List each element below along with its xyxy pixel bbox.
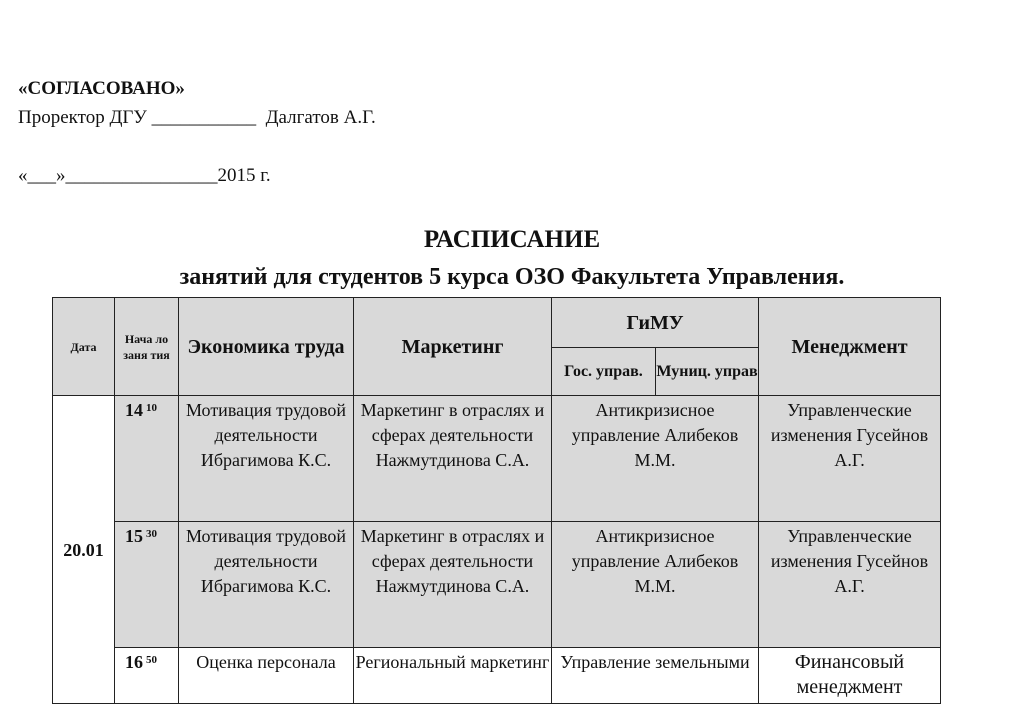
marketing-cell: Маркетинг в отраслях и сферах деятельности Нажмутдинова С.А. bbox=[354, 396, 552, 522]
gimu-cell: Управление земельными bbox=[552, 648, 759, 704]
schedule-table bbox=[52, 297, 941, 704]
management-cell: Управленческие изменения Гусейнов А.Г. bbox=[759, 522, 941, 648]
prorector-line: Проректор ДГУ ___________ Далгатов А.Г. bbox=[18, 107, 376, 128]
approval-heading: «СОГЛАСОВАНО» bbox=[18, 78, 185, 99]
time-cell: 16 $^{50}$ bbox=[115, 648, 179, 704]
header-munic-uprav: Муниц. управ bbox=[656, 348, 759, 396]
date-cell: 20.01 bbox=[53, 396, 115, 704]
gimu-cell: Антикризисное управление Алибеков М.М. bbox=[552, 396, 759, 522]
header-economics: Экономика труда bbox=[179, 298, 354, 396]
marketing-cell: Региональный маркетинг bbox=[354, 648, 552, 704]
management-cell: Управленческие изменения Гусейнов А.Г. bbox=[759, 396, 941, 522]
gimu-cell: Антикризисное управление Алибеков М.М. bbox=[552, 522, 759, 648]
header-gimu: ГиМУ bbox=[552, 298, 759, 348]
document-title: РАСПИСАНИЕ bbox=[423, 226, 601, 253]
header-marketing: Маркетинг bbox=[354, 298, 552, 396]
economics-cell: Мотивация трудовой деятельности Ибрагимова К.С. bbox=[179, 522, 354, 648]
time-cell: 14 $^{10}$ bbox=[115, 396, 179, 522]
economics-cell: Мотивация трудовой деятельности Ибрагимова К.С. bbox=[179, 396, 354, 522]
management-cell: Финансовый менеджмент bbox=[759, 648, 941, 704]
table-row bbox=[53, 396, 941, 522]
marketing-cell: Маркетинг в отраслях и сферах деятельности Нажмутдинова С.А. bbox=[354, 522, 552, 648]
header-management: Менеджмент bbox=[759, 298, 941, 396]
time-cell: 15 $^{30}$ bbox=[115, 522, 179, 648]
table-row bbox=[53, 648, 941, 704]
header-gos-uprav: Гос. управ. bbox=[552, 348, 656, 396]
header-start-time: Нача ло заня тия bbox=[115, 298, 179, 396]
date-line: «___»________________2015 г. bbox=[18, 165, 271, 186]
economics-cell: Оценка персонала bbox=[179, 648, 354, 704]
header-date: Дата bbox=[53, 298, 115, 396]
document-subtitle: занятий для студентов 5 курса ОЗО Факультета Управления. bbox=[179, 264, 845, 290]
table-row bbox=[53, 522, 941, 648]
